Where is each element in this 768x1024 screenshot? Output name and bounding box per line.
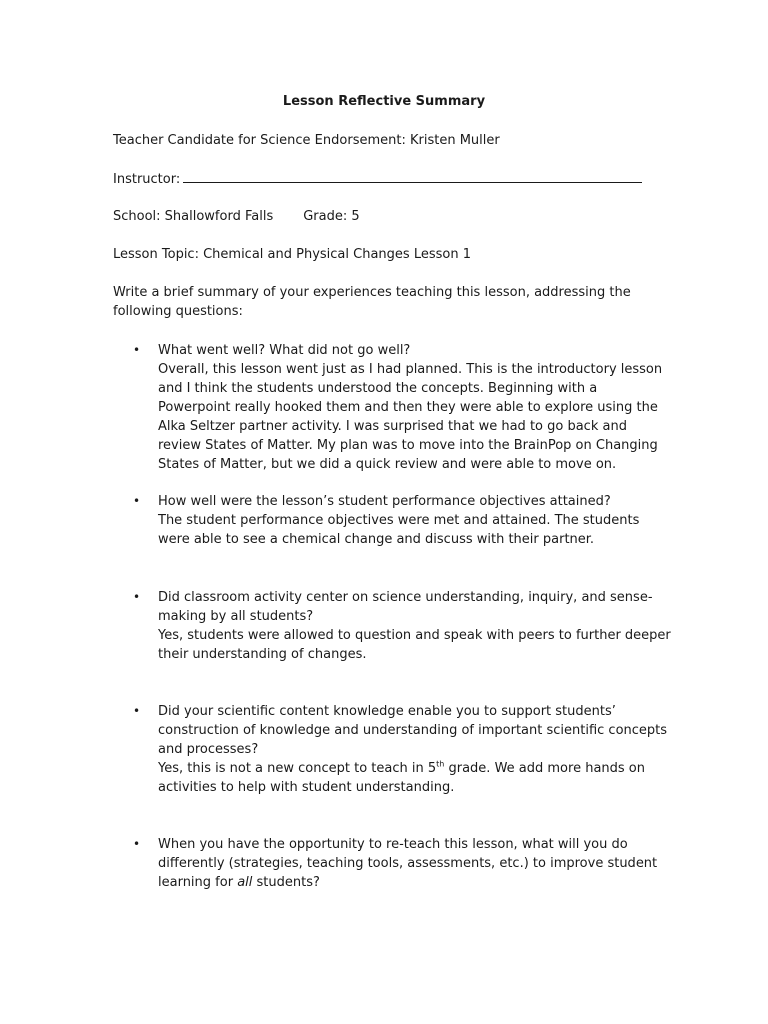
- list-item-body: [158, 341, 673, 474]
- question-text: Did your scientific content knowledge enable you to support students’ construction of knowledge and understanding of important scientific concepts and processes?: [158, 704, 668, 757]
- list-item-body: [158, 835, 673, 892]
- list-item-body: [158, 492, 673, 549]
- bullet-icon: •: [133, 494, 141, 508]
- answer-text: [158, 759, 673, 797]
- list-item-body: [158, 702, 673, 797]
- question-text: How well were the lesson’s student performance objectives attained?: [158, 494, 611, 509]
- bullet-icon: •: [133, 704, 141, 718]
- bullet-icon: •: [133, 837, 141, 851]
- bullet-icon: •: [133, 590, 141, 604]
- question-text: [158, 835, 673, 892]
- question-text-start: When you have the opportunity to re-teach this lesson, what will you do differently (strategies, teaching tools, assessments, etc.) to improve student learning for: [158, 837, 658, 890]
- grade-label: Grade: 5: [303, 209, 360, 224]
- bullet-icon: •: [133, 343, 141, 357]
- question-text-end: students?: [252, 875, 320, 890]
- instructor-label: Instructor:: [113, 172, 181, 187]
- school-label: School: Shallowford Falls: [113, 209, 274, 224]
- answer-text: Yes, students were allowed to question and speak with peers to further deeper their understanding of changes.: [158, 628, 671, 662]
- list-item-body: [158, 588, 673, 664]
- ordinal-superscript: th: [436, 759, 445, 769]
- instructions-paragraph: Write a brief summary of your experiences teaching this lesson, addressing the following questions:: [113, 285, 631, 319]
- lesson-topic-line: Lesson Topic: Chemical and Physical Changes Lesson 1: [113, 247, 471, 262]
- emphasis-text: all: [237, 875, 253, 890]
- teacher-candidate-line: Teacher Candidate for Science Endorsement: Kristen Muller: [113, 133, 500, 148]
- instructor-line: [113, 169, 642, 189]
- answer-text: The student performance objectives were met and attained. The students were able to see a chemical change and discuss with their partner.: [158, 513, 640, 547]
- instructor-blank-line: [183, 169, 642, 183]
- school-grade-line: [113, 207, 360, 226]
- answer-text: Overall, this lesson went just as I had planned. This is the introductory lesson and I think the students understood the concepts. Beginning with a Powerpoint really hooked them and then they were able to explore using the Alka Seltzer partner activity. I was surprised that we had to go back and review States of Matter. My plan was to move into the BrainPop on Changing States of Matter, but we did a quick review and were able to move on.: [158, 362, 663, 472]
- document-title: Lesson Reflective Summary: [282, 94, 486, 109]
- question-text: What went well? What did not go well?: [158, 343, 411, 358]
- answer-text-start: Yes, this is not a new concept to teach in 5: [158, 761, 437, 776]
- answer-text-end: grade. We add more hands on activities to help with student understanding.: [158, 761, 645, 795]
- question-text: Did classroom activity center on science understanding, inquiry, and sense-making by all students?: [158, 590, 653, 624]
